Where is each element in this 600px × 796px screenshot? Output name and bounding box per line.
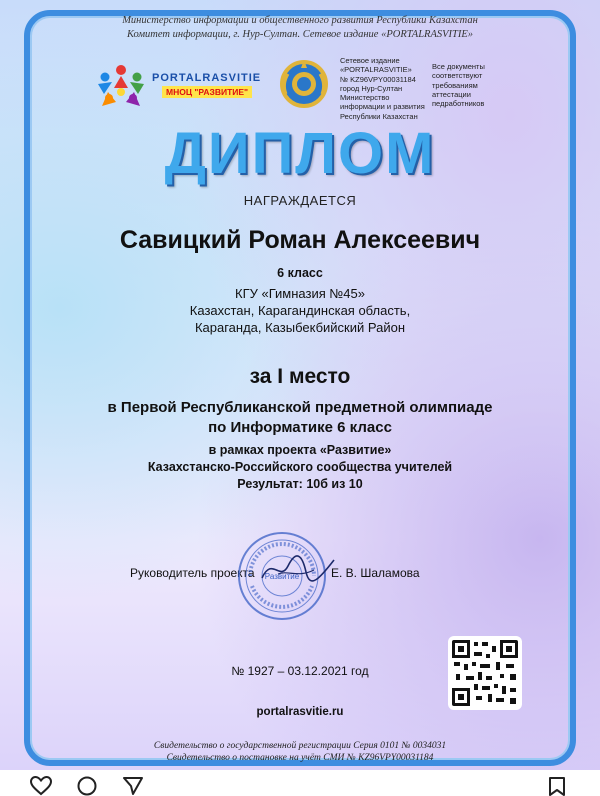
project-line: Казахстанско-Российского сообщества учителей xyxy=(147,460,453,474)
olympiad-info xyxy=(0,398,600,438)
signature-icon xyxy=(258,548,338,588)
docs-line: соответствуют xyxy=(432,71,483,81)
stamp-text: Развитие xyxy=(264,572,300,581)
edition-info xyxy=(340,56,430,121)
award-place: за I место xyxy=(249,365,351,388)
edition-line: Министерство xyxy=(340,93,390,103)
logo-subtitle: МНОЦ "РАЗВИТИЕ" xyxy=(162,86,252,98)
site-link[interactable]: portalrasvitie.ru xyxy=(256,706,344,718)
ministry-header xyxy=(0,14,600,42)
recipient-grade: 6 класс xyxy=(277,266,323,280)
people-logo-icon xyxy=(94,62,148,108)
leader-name: Е. В. Шаламова xyxy=(331,566,420,580)
awarded-label: НАГРАЖДАЕТСЯ xyxy=(243,193,357,208)
school-line: КГУ «Гимназия №45» xyxy=(235,286,365,301)
edition-line: Сетевое издание xyxy=(340,56,400,65)
portal-logo xyxy=(94,56,274,116)
diploma-number: № 1927 – 03.12.2021 год xyxy=(231,664,369,678)
ministry-line: Министерство информации и общественного развития Республики Казахстан xyxy=(122,15,478,26)
registration-info xyxy=(0,740,600,764)
comment-icon[interactable] xyxy=(76,776,98,796)
docs-line: требованиям xyxy=(432,80,478,90)
docs-note xyxy=(432,62,502,108)
heart-icon[interactable] xyxy=(30,776,52,796)
docs-line: аттестации xyxy=(432,89,471,99)
edition-line: город Нур-Султан xyxy=(340,83,403,93)
ministry-line: Комитет информации, г. Нур-Султан. Сетевое издание «PORTALRASVITIE» xyxy=(126,29,474,40)
edition-line: информации и развития xyxy=(340,102,425,112)
project-line: в рамках проекта «Развитие» xyxy=(208,443,392,457)
leader-role: Руководитель проекта xyxy=(130,566,255,580)
bookmark-icon[interactable] xyxy=(548,776,566,796)
registration-line: Свидетельство о государственной регистрации Серия 0101 № 0034031 xyxy=(153,741,447,751)
edition-line: «PORTALRASVITIE» xyxy=(340,65,412,75)
result-line: Результат: 10б из 10 xyxy=(237,477,363,491)
school-line: Караганда, Казыбекбийский Район xyxy=(194,320,406,335)
project-info xyxy=(0,442,600,493)
kazakhstan-emblem-icon xyxy=(280,58,328,110)
school-line: Казахстан, Карагандинская область, xyxy=(189,303,411,318)
logo-brand-text: PORTALRASVITIE xyxy=(152,72,262,84)
olympiad-line: в Первой Республиканской предметной олимпиаде xyxy=(107,399,493,416)
olympiad-line: по Информатике 6 класс xyxy=(208,419,392,436)
edition-line: Республики Казахстан xyxy=(340,111,418,121)
school-info xyxy=(0,285,600,336)
diploma-title: ДИПЛОМ xyxy=(164,121,436,186)
recipient-name: Савицкий Роман Алексеевич xyxy=(119,226,481,254)
docs-line: педработников xyxy=(432,99,485,109)
send-icon[interactable] xyxy=(122,776,144,796)
registration-line: Свидетельство о постановке на учёт СМИ № KZ96VPY00031184 xyxy=(166,753,434,763)
edition-line: № KZ96VPY00031184 xyxy=(340,74,416,84)
docs-line: Все документы xyxy=(432,62,485,71)
